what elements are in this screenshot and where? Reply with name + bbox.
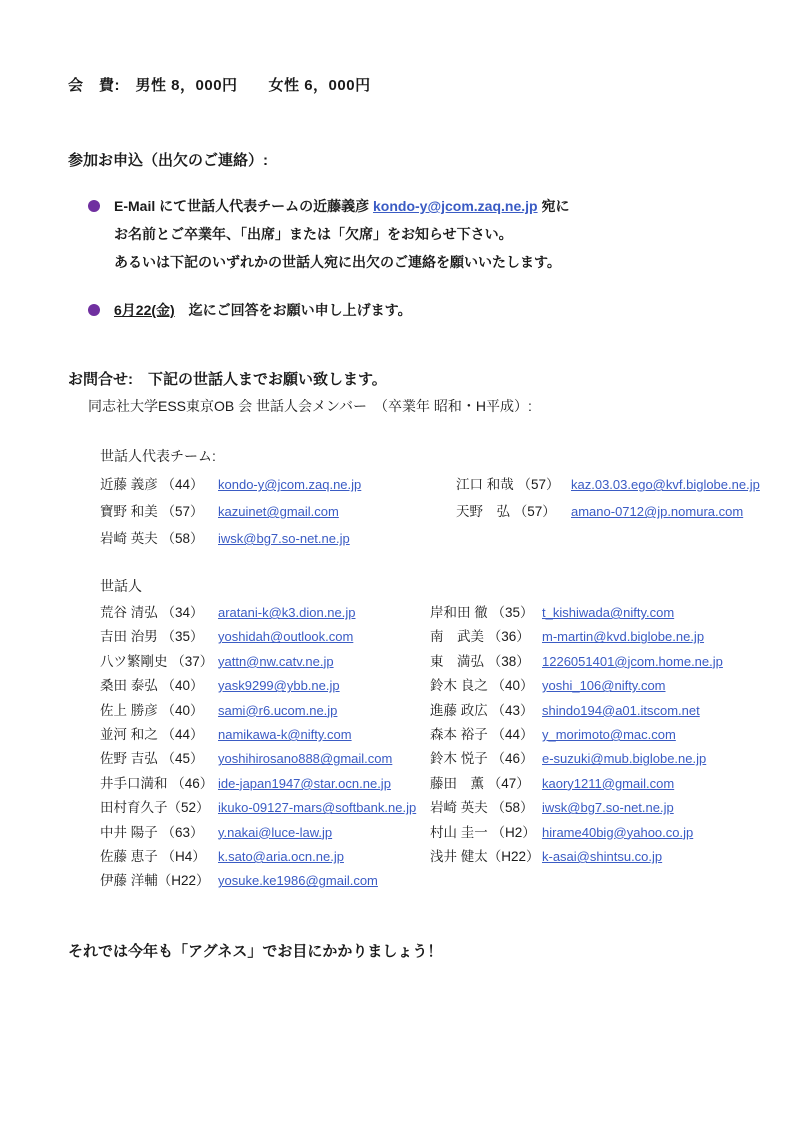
kondo-email-link[interactable]: kondo-y@jcom.zaq.ne.jp — [373, 198, 538, 214]
contact-email-link[interactable]: k.sato@aria.ocn.ne.jp — [218, 849, 344, 865]
contact-row — [100, 699, 430, 723]
contact-name: 井手口満和 （46） — [100, 775, 214, 791]
bullet-icon — [88, 200, 100, 212]
contact-name: 田村育久子（52） — [100, 800, 210, 816]
contact-email-link[interactable]: ikuko-09127-mars@softbank.ne.jp — [218, 800, 417, 816]
enquiry-heading: お問合せ: 下記の世話人までお願い致します。 — [68, 371, 387, 388]
bullet-email-line3: あるいは下記のいずれかの世話人宛に出欠のご連絡を願いいたします。 — [114, 254, 561, 270]
contact-name: 藤田 薫 （47） — [430, 775, 530, 791]
contact-email-link[interactable]: yask9299@ybb.ne.jp — [218, 678, 340, 694]
closing-line: それでは今年も「アグネス」でお目にかかりましょう！ — [68, 942, 443, 960]
contact-name: 南 武美 （36） — [430, 629, 530, 645]
contact-email-link[interactable]: ide-japan1947@star.ocn.ne.jp — [218, 775, 391, 791]
contact-name: 佐野 吉弘 （45） — [100, 751, 204, 767]
contact-row — [100, 845, 430, 869]
contact-name: 鈴木 良之 （40） — [430, 678, 534, 694]
contact-email-link[interactable]: yosuke.ke1986@gmail.com — [218, 873, 378, 889]
contact-row — [456, 498, 764, 525]
contact-name: 天野 弘 （57） — [456, 504, 556, 519]
deadline-date: 6月22(金) — [114, 302, 175, 318]
contact-email-link[interactable]: e-suzuki@mub.biglobe.ne.jp — [542, 751, 707, 767]
contact-email-link[interactable]: y_morimoto@mac.com — [542, 727, 676, 743]
contact-name: 岸和田 徹 （35） — [430, 605, 534, 620]
contact-email-link[interactable]: yattn@nw.catv.ne.jp — [218, 653, 334, 669]
contact-row — [456, 471, 764, 498]
contact-email-link[interactable]: hirame40big@yahoo.co.jp — [542, 824, 694, 840]
contact-name: 寶野 和美 （57） — [100, 504, 204, 519]
contact-name: 伊藤 洋輔（H22） — [100, 873, 210, 889]
contact-row — [430, 699, 764, 723]
contact-email-link[interactable]: t_kishiwada@nifty.com — [542, 605, 675, 620]
contact-email-link[interactable]: kondo-y@jcom.zaq.ne.jp — [218, 477, 362, 492]
contact-email-link[interactable]: yoshidah@outlook.com — [218, 629, 354, 645]
organizers-left-column — [100, 601, 430, 894]
contact-email-link[interactable]: sami@r6.ucom.ne.jp — [218, 702, 338, 718]
contact-email-link[interactable]: k-asai@shintsu.co.jp — [542, 849, 663, 865]
contact-row — [430, 650, 764, 674]
contact-row — [100, 601, 430, 625]
contact-row — [430, 674, 764, 698]
bullet-icon — [88, 304, 100, 316]
contact-name: 森本 裕子 （44） — [430, 727, 534, 743]
contact-name: 東 満弘 （38） — [430, 653, 530, 669]
contact-row — [100, 821, 430, 845]
contact-name: 吉田 治男 （35） — [100, 629, 204, 645]
contact-name: 八ツ繁剛史 （37） — [100, 653, 214, 669]
contact-name: 江口 和哉 （57） — [456, 477, 560, 492]
fee-line: 会 費: 男性 8，000円 女性 6，000円 — [68, 77, 371, 94]
contact-name: 佐藤 恵子 （H4） — [100, 849, 206, 865]
contact-row — [100, 525, 456, 552]
rep-team-right-column — [456, 471, 764, 552]
contact-row — [100, 869, 430, 893]
contact-row — [430, 772, 764, 796]
contact-name: 岩崎 英夫 （58） — [100, 531, 204, 546]
contact-row — [100, 747, 430, 771]
contact-email-link[interactable]: iwsk@bg7.so-net.ne.jp — [218, 531, 350, 546]
contact-name: 桑田 泰弘 （40） — [100, 678, 204, 694]
contact-email-link[interactable]: y.nakai@luce-law.jp — [218, 824, 333, 840]
deadline-rest: 迄にご回答をお願い申し上げます。 — [174, 302, 412, 318]
rep-team-left-column — [100, 471, 456, 552]
contact-row — [430, 601, 764, 625]
contact-row — [100, 723, 430, 747]
contact-email-link[interactable]: amano-0712@jp.nomura.com — [571, 504, 744, 519]
contact-email-link[interactable]: kaory1211@gmail.com — [542, 775, 675, 791]
organizers-right-column — [430, 601, 764, 894]
contact-row — [100, 471, 456, 498]
contact-email-link[interactable]: m-martin@kvd.biglobe.ne.jp — [542, 629, 705, 645]
contact-name: 並河 和之 （44） — [100, 727, 204, 743]
rep-team-label: 世話人代表チーム: — [100, 448, 216, 464]
contact-row — [100, 498, 456, 525]
contact-name: 中井 陽子 （63） — [100, 824, 204, 840]
rep-team-columns — [68, 471, 764, 552]
invite-heading: 参加お申込（出欠のご連絡）: — [68, 152, 268, 169]
contact-name: 進藤 政広 （43） — [430, 702, 534, 718]
contact-email-link[interactable]: namikawa-k@nifty.com — [218, 727, 352, 743]
contact-name: 鈴木 悦子 （46） — [430, 751, 534, 767]
contact-row — [430, 845, 764, 869]
contact-email-link[interactable]: iwsk@bg7.so-net.ne.jp — [542, 800, 674, 816]
bullet-email-line2: お名前とご卒業年、「出席」または「欠席」をお知らせ下さい。 — [114, 226, 513, 242]
contact-row — [430, 723, 764, 747]
contact-email-link[interactable]: yoshihirosano888@gmail.com — [218, 751, 393, 767]
contact-row — [100, 796, 430, 820]
contact-name: 近藤 義彦 （44） — [100, 477, 204, 492]
contact-row — [100, 772, 430, 796]
contact-row — [100, 625, 430, 649]
contact-email-link[interactable]: aratani-k@k3.dion.ne.jp — [218, 605, 356, 620]
contact-row — [100, 650, 430, 674]
contact-email-link[interactable]: kazuinet@gmail.com — [218, 504, 339, 519]
contact-row — [100, 674, 430, 698]
bullet-deadline-text — [114, 296, 412, 324]
bullet-email-post: 宛に — [537, 198, 570, 214]
contact-row — [430, 747, 764, 771]
contact-name: 荒谷 清弘 （34） — [100, 605, 204, 620]
contact-row — [430, 796, 764, 820]
contact-name: 佐上 勝彦 （40） — [100, 702, 204, 718]
contact-email-link[interactable]: shindo194@a01.itscom.net — [542, 702, 700, 718]
bullet-email-pre: E-Mail にて世話人代表チームの近藤義彦 — [114, 198, 374, 214]
contact-row — [430, 625, 764, 649]
contact-row — [430, 821, 764, 845]
contact-email-link[interactable]: kaz.03.03.ego@kvf.biglobe.ne.jp — [571, 477, 760, 492]
contact-email-link[interactable]: yoshi_106@nifty.com — [542, 678, 666, 694]
contact-name: 岩崎 英夫 （58） — [430, 800, 534, 816]
organizers-columns — [68, 601, 764, 894]
organizers-label: 世話人 — [100, 578, 142, 594]
contact-email-link[interactable]: 1226051401@jcom.home.ne.jp — [542, 653, 723, 669]
bullet-item-email — [88, 192, 764, 276]
bullet-item-deadline — [88, 296, 764, 324]
bullet-list — [68, 192, 764, 324]
contact-name: 浅井 健太（H22） — [430, 849, 540, 865]
members-note: 同志社大学ESS東京OB 会 世話人会メンバー （卒業年 昭和・H平成）: — [88, 398, 532, 414]
bullet-email-text — [114, 192, 569, 276]
contact-name: 村山 圭一 （H2） — [430, 824, 536, 840]
